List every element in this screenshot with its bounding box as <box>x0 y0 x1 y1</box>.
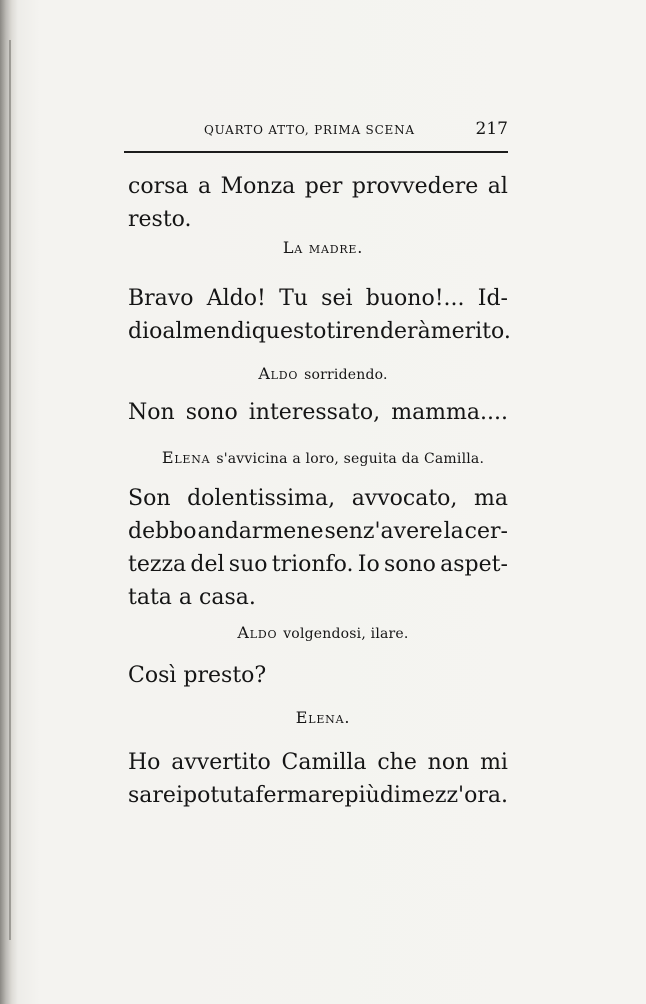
word: al <box>487 174 508 199</box>
word: Aldo! <box>206 286 266 311</box>
word: aspet- <box>440 552 508 577</box>
word: di <box>230 319 252 344</box>
word: sono <box>185 400 238 425</box>
text-line <box>128 482 508 515</box>
text-line <box>128 746 508 779</box>
word: avvocato, <box>351 486 458 511</box>
word: debbo <box>128 519 197 544</box>
word: la <box>443 519 464 544</box>
speaker-heading <box>0 364 646 383</box>
word: Non <box>128 400 175 425</box>
word: tata <box>128 585 179 610</box>
word: merito. <box>430 319 511 344</box>
word: casa. <box>199 585 256 610</box>
word: dolentissima, <box>187 486 336 511</box>
word: renderà <box>342 319 431 344</box>
speaker-heading <box>0 448 646 467</box>
speech-block <box>128 746 508 812</box>
speaker-heading <box>0 238 646 257</box>
word: dio <box>128 319 163 344</box>
speaker-name: Aldo <box>237 623 284 642</box>
word: mezz'ora. <box>400 783 508 808</box>
word: interessato, <box>248 400 381 425</box>
text-line <box>128 548 508 581</box>
word: cer- <box>464 519 508 544</box>
speaker-heading <box>0 708 646 727</box>
speaker-name: Aldo <box>258 364 305 383</box>
word: di <box>379 783 401 808</box>
word: presto? <box>183 663 267 688</box>
word: Io <box>357 552 380 577</box>
text-line <box>128 282 508 315</box>
text-line <box>128 659 508 692</box>
word: non <box>427 750 470 775</box>
word: per <box>304 174 343 199</box>
word: questo <box>251 319 327 344</box>
word: trionfo. <box>271 552 354 577</box>
speaker-name: Elena. <box>295 708 351 727</box>
text-line <box>128 170 508 203</box>
word: corsa <box>128 174 189 199</box>
word: sei <box>321 286 353 311</box>
speech-block <box>128 659 508 692</box>
word: tezza <box>128 552 187 577</box>
speaker-heading <box>0 623 646 642</box>
word: ma <box>474 486 508 511</box>
word: andarmene <box>197 519 324 544</box>
word: ti <box>326 319 343 344</box>
text-line <box>128 581 508 614</box>
text-line <box>128 396 508 429</box>
speaker-name: La madre. <box>282 238 364 257</box>
word: Così <box>128 663 184 688</box>
text-line <box>128 779 508 812</box>
header-rule <box>124 151 508 153</box>
word: buono!... <box>365 286 465 311</box>
word: almen <box>162 319 231 344</box>
page-number: 217 <box>475 119 508 139</box>
word: Camilla <box>281 750 367 775</box>
speaker-name: Elena <box>161 448 217 467</box>
speech-block <box>128 170 508 236</box>
word: Son <box>128 486 171 511</box>
text-line <box>128 203 508 236</box>
text-line <box>128 515 508 548</box>
word: Ho <box>128 750 161 775</box>
word: senz'avere <box>324 519 443 544</box>
word: fermare <box>255 783 345 808</box>
stage-direction: s'avvicina a loro, seguita da Camilla. <box>216 451 485 467</box>
binding-edge <box>9 40 11 940</box>
text-line <box>128 315 511 348</box>
word: potuta <box>183 783 256 808</box>
word: suo <box>228 552 268 577</box>
word: Bravo <box>128 286 194 311</box>
word: sarei <box>128 783 183 808</box>
word: che <box>377 750 417 775</box>
speech-block <box>128 282 511 348</box>
stage-direction: volgendosi, ilare. <box>283 626 409 642</box>
word: sono <box>383 552 436 577</box>
running-head: QUARTO ATTO, PRIMA SCENA <box>204 123 415 137</box>
word: a <box>178 585 200 610</box>
word: del <box>190 552 225 577</box>
stage-direction: sorridendo. <box>304 367 388 383</box>
word: più <box>344 783 380 808</box>
word: avvertito <box>171 750 271 775</box>
word: resto. <box>128 207 192 232</box>
word: mamma.... <box>391 400 508 425</box>
page-header <box>128 120 508 144</box>
book-gutter-shadow <box>0 0 18 1004</box>
word: provvedere <box>351 174 479 199</box>
speech-block <box>128 482 508 614</box>
word: Id- <box>477 286 508 311</box>
word: Tu <box>279 286 308 311</box>
word: Monza <box>220 174 296 199</box>
word: a <box>198 174 212 199</box>
word: mi <box>480 750 508 775</box>
speech-block <box>128 396 508 429</box>
